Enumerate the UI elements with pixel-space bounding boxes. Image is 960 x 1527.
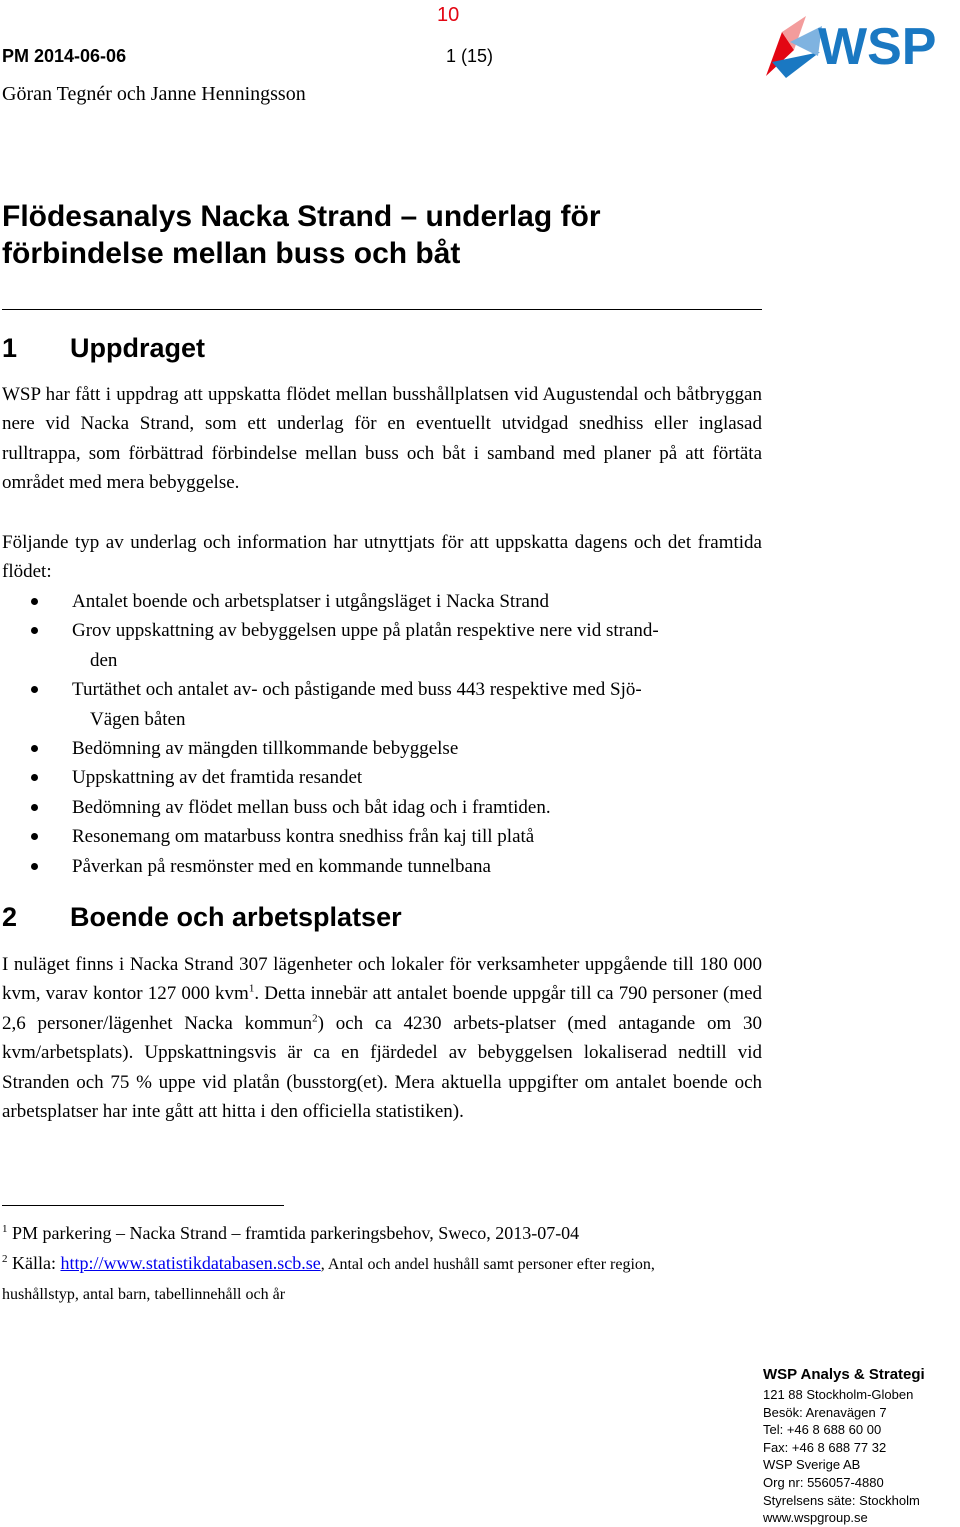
contact-org-number: Org nr: 556057-4880 (763, 1474, 884, 1490)
bullet-icon (31, 627, 38, 634)
contact-address: 121 88 Stockholm-Globen (763, 1387, 914, 1402)
contact-phone: Tel: +46 8 688 60 00 (763, 1422, 882, 1438)
section-2-number: 2 (2, 902, 18, 932)
bullet-item: Resonemang om matarbuss kontra snedhiss från kaj till platå (2, 822, 762, 851)
logo-wordmark: WSP (818, 18, 937, 76)
title-divider (2, 309, 762, 310)
contact-legal-name: WSP Sverige AB (763, 1457, 861, 1473)
document-title (2, 198, 762, 272)
bullet-item: Grov uppskattning av bebyggelsen uppe på platån respektive nere vid strand- den (2, 616, 762, 675)
bullet-icon (31, 833, 38, 840)
title-line-1: Flödesanalys Nacka Strand – underlag för (2, 200, 601, 233)
bullet-item: Uppskattning av det framtida resandet (2, 763, 762, 792)
bullet-item: Bedömning av mängden tillkommande bebyggelse (2, 734, 762, 763)
wsp-logo (760, 12, 960, 82)
bullet-item: Turtäthet och antalet av- och påstigande med buss 443 respektive med Sjö- Vägen båten (2, 675, 762, 734)
authors: Göran Tegnér och Janne Henningsson (2, 83, 306, 105)
bullet-icon (31, 598, 38, 605)
contact-fax: Fax: +46 8 688 77 32 (763, 1439, 887, 1455)
section-2-title: Boende och arbetsplatser (70, 902, 402, 932)
page-number: 10 (437, 4, 460, 26)
bullet-icon (31, 804, 38, 811)
section-1-paragraph-1: WSP har fått i uppdrag att uppskatta flödet mellan busshållplatsen vid Augustendal och båtbryggan nere vid Nacka Strand, som ett underlag för en eventuellt utvidgad snedhiss eller inglasad rulltrappa, som förbättrad förbindelse mellan buss och båt i samband med planer på att förtäta området med mera bebyggelse. (2, 384, 762, 494)
title-line-2: förbindelse mellan buss och båt (2, 237, 461, 270)
bullet-item: Bedömning av flödet mellan buss och båt idag och i framtiden. (2, 793, 762, 822)
company-name: WSP Analys & Strategi (763, 1366, 925, 1383)
footnote-ref-2[interactable]: 2 (312, 1012, 318, 1025)
footnote-2: $^2$ Källa: http://www.statistikdatabasen.scb.se, Antal och andel hushåll samt personer efter region, (2, 1253, 655, 1273)
contact-block (763, 1364, 925, 1527)
section-1-paragraph-2: Följande typ av underlag och information har utnyttjats för att uppskatta dagens och det framtida flödet: (2, 532, 762, 583)
footnote-1: $^1$ PM parkering – Nacka Strand – framtida parkeringsbehov, Sweco, 2013-07-04 (2, 1223, 580, 1243)
underlag-bullet-list (2, 587, 762, 881)
contact-board-seat: Styrelsens säte: Stockholm (763, 1492, 920, 1508)
bullet-icon (31, 774, 38, 781)
footnote-ref-1[interactable]: 1 (248, 983, 255, 996)
section-2-paragraph: I nuläget finns i Nacka Strand 307 lägenheter och lokaler för verksamheter uppgående till 180 000 kvm, varav kontor 127 000 kvm$^1$. Detta innebär att antalet boende uppgår till ca 790 personer (med 2,6 personer/lägenhet Nacka kommun$^2$) och ca 4230 arbets-platser (med antagande om 30 kvm/arbetsplats). Uppskattningsvis är ca en fjärdedel av bebyggelsen lokaliserad nedtill vid Stranden och 75 % uppe vid platån (busstorg(et). Mera aktuella uppgifter om antalet boende och arbetsplatser har inte gått att hitta i den officiella statistiken). (2, 954, 762, 1123)
page-count: 1 (15) (446, 46, 494, 66)
contact-visit: Besök: Arenavägen 7 (763, 1404, 887, 1420)
memo-date: PM 2014-06-06 (2, 46, 127, 66)
section-2-heading (2, 902, 402, 933)
bullet-item: Påverkan på resmönster med en kommande tunnelbana (2, 852, 762, 881)
footnote-divider (2, 1205, 284, 1206)
bullet-icon (31, 745, 38, 752)
bullet-icon (31, 863, 38, 870)
statistics-link[interactable]: http://www.statistikdatabasen.scb.se (60, 1253, 321, 1273)
footnote-2-continuation: hushållstyp, antal barn, tabellinnehåll och år (2, 1286, 286, 1303)
contact-website[interactable]: www.wspgroup.se (763, 1510, 868, 1526)
bullet-icon (31, 686, 38, 693)
section-1-title: Uppdraget (70, 333, 205, 363)
section-1-heading (2, 333, 205, 364)
bullet-item: Antalet boende och arbetsplatser i utgångsläget i Nacka Strand (2, 587, 762, 616)
section-1-number: 1 (2, 333, 18, 363)
